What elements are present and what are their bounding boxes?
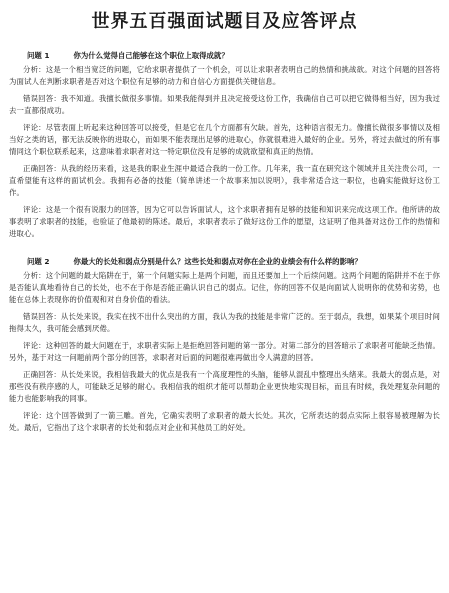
- question-text: 你最大的长处和弱点分别是什么？这些长处和弱点对你在企业的业绩会有什么样的影响？: [73, 257, 362, 266]
- question-heading: [9, 256, 440, 268]
- question-text: 你为什么觉得自己能够在这个职位上取得成就？: [73, 51, 229, 60]
- paragraph-analysis: 分析：这个问题的最大陷阱在于，第一个问题实际上是两个问题，而且还要加上一个后续问题。这两个问题的陷阱并不在于你是否能认真地看待自己的长处，也不在于你是否能正确认识自己的弱点。记住，你的回答不仅是向面试人说明你的优势和劣势，也能在总体上表现你的价值观和对自身价值的看法。: [9, 271, 440, 304]
- paragraph-comment: 评论：这个回答做到了一箭三雕。首先，它确实表明了求职者的最大长处。其次，它所表达的弱点实际上很容易被理解为长处。最后，它指出了这个求职者的长处和弱点对企业和其他员工的好处。: [9, 411, 440, 432]
- paragraph-wrong-answer: 错误回答：从长处来说，我实在找不出什么突出的方面，我认为我的技能是非常广泛的。至于弱点，我想，如果某个项目时间拖得太久，我可能会感到厌倦。: [9, 312, 440, 333]
- paragraph-analysis: 分析：这是一个相当宽泛的问题，它给求职者提供了一个机会，可以让求职者表明自己的热情和挑战欲。对这个问题的回答将为面试人在判断求职者是否对这个职位有足够的动力和自信心方面提供关键信息。: [9, 65, 440, 86]
- paragraph-comment: 评论：这是一个很有说服力的回答，因为它可以告诉面试人，这个求职者拥有足够的技能和知识来完成这项工作。他所讲的故事表明了求职者的技能，也验证了他最初的陈述。最后，求职者表示了做好这份工作的愿望，这证明了他具备对这份工作的热情和进取心。: [9, 205, 440, 238]
- paragraph-correct-answer: 正确回答：从长处来说，我相信我最大的优点是我有一个高度理性的头脑，能够从混乱中整理出头绪来。我最大的弱点是，对那些没有秩序感的人，可能缺乏足够的耐心。我相信我的组织才能可以帮助企业更快地实现目标，而且有时候，我处理复杂问题的能力也能影响我的同事。: [9, 370, 440, 403]
- document-title: 世界五百强面试题目及应答评点: [91, 11, 358, 32]
- paragraph-comment: 评论：这种回答的最大问题在于，求职者实际上是拒绝回答问题的第一部分。对第二部分的回答暗示了求职者可能缺乏热情。另外，基于对这一问题前两个部分的回答，求职者对后面的问题很难再做出令人满意的回答。: [9, 341, 440, 362]
- question-section-1: [9, 50, 440, 240]
- question-number: 问题 1: [27, 51, 50, 60]
- paragraph-wrong-answer: 错误回答：我不知道。我擅长做很多事情。如果我能得到并且决定接受这份工作，我确信自己可以把它做得相当好，因为我过去一直都很成功。: [9, 94, 440, 115]
- paragraph-comment: 评论：尽管表面上听起来这种回答可以接受，但是它在几个方面都有欠缺。首先，这种语言很无力。像擅长做很多事情以及相当好之类的话，都无法反映你的进取心，而如果不能表现出足够的进取心，你就很难进入最好的企业。另外，将过去做过的所有事情同这个职位联系起来，这意味着求职者对这一特定职位没有足够的成就欲望和真正的热情。: [9, 123, 440, 156]
- question-number: 问题 2: [27, 257, 50, 266]
- question-heading: [9, 50, 440, 62]
- question-section-2: [9, 256, 440, 434]
- paragraph-correct-answer: 正确回答：从我的经历来看，这是我的职业生涯中最适合我的一份工作。几年来，我一直在研究这个领域并且关注贵公司，一直希望能有这样的面试机会。我拥有必备的技能（简单讲述一个故事来加以说明），我非常适合这一职位，也确实能做好这份工作。: [9, 164, 440, 197]
